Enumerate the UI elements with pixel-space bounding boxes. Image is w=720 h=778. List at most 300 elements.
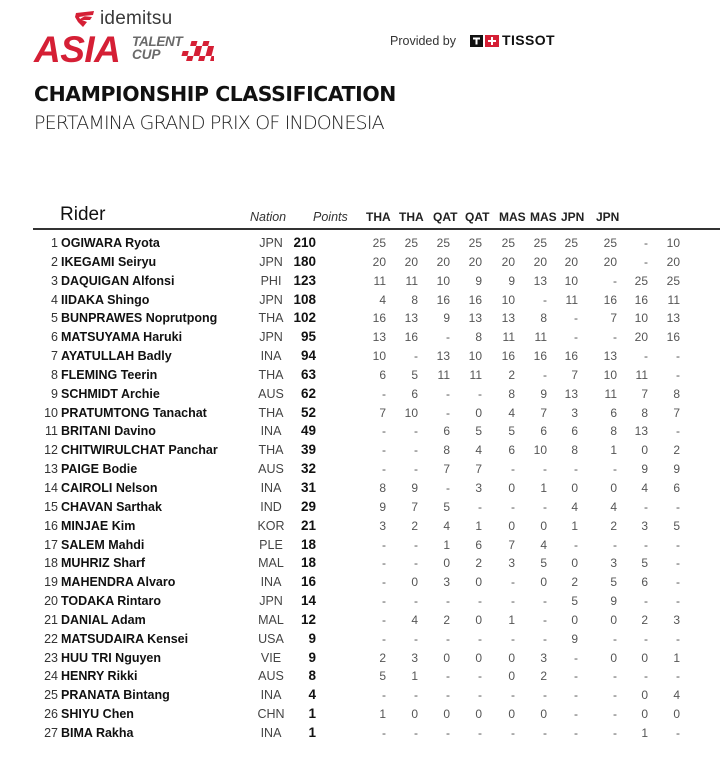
race-result: 0	[508, 707, 515, 722]
race-result: -	[478, 688, 482, 703]
race-result: 16	[666, 330, 680, 345]
idemitsu-wordmark: idemitsu	[100, 8, 173, 29]
race-result: 2	[673, 443, 680, 458]
rider-nation: INA	[260, 725, 282, 740]
race-result: 9	[443, 311, 450, 326]
race-result: -	[644, 236, 648, 250]
rider-points: 1	[308, 724, 316, 740]
rider-position: 10	[44, 405, 58, 420]
rider-name: DANIAL Adam	[61, 612, 146, 627]
rider-points: 4	[308, 687, 316, 703]
rider-nation: VIE	[260, 650, 282, 665]
race-result: -	[574, 688, 578, 703]
race-result: 4	[540, 537, 547, 552]
rider-name: CHAVAN Sarthak	[61, 499, 162, 514]
race-result: -	[543, 688, 547, 703]
race-result: -	[414, 424, 418, 439]
race-result: 3	[443, 575, 450, 590]
race-result: -	[414, 443, 418, 458]
header-race: JPN	[561, 210, 585, 224]
race-result: -	[543, 499, 547, 514]
race-result: 8	[475, 330, 482, 345]
race-result: 9	[411, 480, 418, 495]
rider-nation: JPN	[259, 254, 283, 269]
race-result: 0	[475, 405, 482, 420]
race-result: 20	[533, 254, 547, 269]
race-result: -	[414, 631, 418, 646]
race-result: 9	[508, 273, 515, 288]
race-result: -	[644, 669, 648, 684]
rider-position: 23	[44, 650, 58, 665]
race-result: 7	[411, 499, 418, 514]
table-row	[0, 272, 720, 291]
rider-name: FLEMING Teerin	[61, 367, 158, 382]
race-result: 1	[411, 669, 418, 684]
rider-position: 12	[44, 443, 58, 458]
page-subtitle: PERTAMINA GRAND PRIX OF INDONESIA	[34, 112, 384, 134]
rider-points: 29	[300, 498, 316, 514]
race-result: 7	[641, 386, 648, 401]
tissot-cross-icon	[470, 35, 499, 47]
table-row	[0, 291, 720, 310]
rider-name: MAHENDRA Alvaro	[61, 575, 176, 590]
asia-wordmark: ASIA	[34, 29, 121, 70]
rider-points: 102	[293, 310, 316, 326]
race-result: -	[511, 631, 515, 646]
rider-position: 9	[51, 386, 58, 401]
race-result: 5	[610, 575, 617, 590]
race-result: 5	[673, 518, 680, 533]
race-result: -	[446, 688, 450, 703]
race-result: -	[676, 349, 680, 364]
race-result: -	[676, 537, 680, 552]
race-result: -	[382, 575, 386, 590]
rider-name: PAIGE Bodie	[61, 462, 138, 477]
race-result: 2	[379, 650, 386, 665]
race-result: -	[644, 349, 648, 364]
race-result: 25	[634, 273, 648, 288]
race-result: 7	[443, 462, 450, 477]
rider-name: BRITANI Davino	[61, 424, 156, 439]
race-result: -	[574, 537, 578, 552]
race-result: -	[676, 556, 680, 571]
race-result: 11	[373, 273, 386, 288]
race-result: 2	[540, 669, 547, 684]
race-result: 9	[379, 499, 386, 514]
race-result: -	[676, 631, 680, 646]
race-result: -	[613, 462, 617, 477]
race-result: 5	[508, 424, 515, 439]
header-points: Points	[313, 210, 348, 224]
rider-nation: KOR	[257, 518, 285, 533]
race-result: 0	[641, 650, 648, 665]
race-result: -	[446, 386, 450, 401]
race-result: 10	[564, 273, 578, 288]
race-result: 25	[468, 236, 482, 250]
race-result: -	[446, 725, 450, 740]
race-result: 4	[571, 499, 578, 514]
table-row	[0, 460, 720, 479]
race-result: 11	[635, 367, 648, 382]
race-result: 0	[508, 669, 515, 684]
rider-position: 11	[45, 424, 58, 439]
race-result: 13	[533, 273, 547, 288]
race-result: -	[511, 594, 515, 609]
rider-nation: INA	[260, 349, 282, 364]
race-result: 11	[565, 292, 578, 307]
race-result: 5	[540, 556, 547, 571]
rider-position: 15	[44, 499, 58, 514]
race-result: 16	[436, 292, 450, 307]
rider-points: 210	[293, 235, 316, 250]
checkered-flag-icon	[174, 39, 214, 63]
race-result: -	[446, 480, 450, 495]
race-result: 20	[666, 254, 680, 269]
race-result: 1	[673, 650, 680, 665]
table-row	[0, 667, 720, 686]
rider-nation: AUS	[258, 669, 284, 684]
race-result: 20	[468, 254, 482, 269]
race-result: 13	[436, 349, 450, 364]
race-result: 0	[571, 480, 578, 495]
header-race: QAT	[433, 210, 458, 224]
race-result: 2	[508, 367, 515, 382]
race-result: 5	[475, 424, 482, 439]
race-result: 11	[667, 292, 680, 307]
table-row	[0, 479, 720, 498]
rider-nation: AUS	[258, 462, 284, 477]
race-result: 9	[641, 462, 648, 477]
tissot-wordmark: TISSOT	[502, 32, 555, 48]
race-result: 0	[411, 707, 418, 722]
race-result: -	[382, 612, 386, 627]
race-result: 0	[641, 688, 648, 703]
race-result: 7	[475, 462, 482, 477]
idemitsu-bird-icon	[74, 10, 96, 28]
race-result: -	[644, 631, 648, 646]
race-result: -	[382, 537, 386, 552]
race-result: -	[414, 462, 418, 477]
race-result: -	[613, 631, 617, 646]
race-result: 20	[564, 254, 578, 269]
race-result: -	[446, 669, 450, 684]
race-result: 0	[641, 443, 648, 458]
rider-name: DAQUIGAN Alfonsi	[61, 273, 175, 288]
page-title: CHAMPIONSHIP CLASSIFICATION	[34, 82, 396, 106]
race-result: 16	[564, 349, 578, 364]
rider-points: 16	[300, 574, 316, 590]
race-result: 13	[634, 424, 648, 439]
rider-position: 24	[44, 669, 58, 684]
race-result: -	[644, 254, 648, 269]
race-result: 20	[501, 254, 515, 269]
race-result: 3	[508, 556, 515, 571]
race-result: 20	[634, 330, 648, 345]
race-result: 0	[475, 575, 482, 590]
rider-name: IKEGAMI Seiryu	[61, 254, 157, 269]
rider-position: 18	[44, 556, 58, 571]
race-result: -	[676, 575, 680, 590]
race-result: 10	[436, 273, 450, 288]
rider-position: 21	[44, 612, 58, 627]
rider-name: BIMA Rakha	[61, 725, 134, 740]
race-result: -	[613, 537, 617, 552]
race-result: 0	[411, 575, 418, 590]
race-result: -	[414, 594, 418, 609]
rider-points: 94	[300, 348, 316, 364]
race-result: 0	[475, 650, 482, 665]
race-result: 20	[436, 254, 450, 269]
rider-name: SHIYU Chen	[61, 707, 134, 722]
race-result: -	[446, 594, 450, 609]
asia-talent-cup-logo	[34, 6, 224, 72]
rider-position: 6	[51, 330, 58, 345]
rider-nation: INA	[260, 424, 282, 439]
rider-points: 8	[308, 668, 316, 684]
table-row	[0, 592, 720, 611]
rider-nation: PHI	[260, 273, 282, 288]
race-result: -	[511, 575, 515, 590]
race-result: 20	[603, 254, 617, 269]
rider-points: 108	[293, 291, 316, 307]
race-result: -	[446, 330, 450, 345]
race-result: 4	[673, 688, 680, 703]
race-result: 4	[641, 480, 648, 495]
race-result: 10	[533, 443, 547, 458]
rider-position: 19	[44, 575, 58, 590]
race-result: 4	[508, 405, 515, 420]
race-result: 0	[443, 707, 450, 722]
race-result: 7	[379, 405, 386, 420]
race-result: 3	[673, 612, 680, 627]
race-result: -	[543, 462, 547, 477]
race-result: 25	[533, 236, 547, 250]
header-race: MAS	[499, 210, 526, 224]
race-result: 8	[610, 424, 617, 439]
race-result: -	[574, 707, 578, 722]
rider-points: 14	[300, 593, 316, 609]
race-result: 0	[641, 707, 648, 722]
rider-nation: THA	[258, 311, 284, 326]
rider-points: 9	[308, 649, 316, 665]
race-result: -	[382, 462, 386, 477]
rider-nation: JPN	[259, 292, 283, 307]
rider-nation: THA	[258, 367, 284, 382]
race-result: 0	[571, 556, 578, 571]
race-result: -	[478, 669, 482, 684]
rider-position: 17	[44, 537, 58, 552]
table-row	[0, 536, 720, 555]
race-result: -	[676, 367, 680, 382]
race-result: 3	[411, 650, 418, 665]
race-result: 0	[508, 518, 515, 533]
race-result: 13	[564, 386, 578, 401]
table-row	[0, 234, 720, 253]
rider-position: 25	[44, 688, 58, 703]
race-result: -	[382, 594, 386, 609]
race-result: 25	[603, 236, 617, 250]
table-row	[0, 686, 720, 705]
rider-points: 21	[300, 517, 316, 533]
race-result: -	[644, 537, 648, 552]
race-result: 11	[502, 330, 515, 345]
table-row	[0, 366, 720, 385]
race-result: -	[676, 669, 680, 684]
race-result: -	[613, 669, 617, 684]
race-result: 6	[540, 424, 547, 439]
race-result: 1	[379, 707, 386, 722]
rider-position: 4	[51, 292, 58, 307]
race-result: 25	[666, 273, 680, 288]
rider-name: TODAKA Rintaro	[61, 594, 161, 609]
race-result: -	[574, 669, 578, 684]
rider-points: 123	[293, 272, 316, 288]
race-result: 4	[443, 518, 450, 533]
race-result: 1	[571, 518, 578, 533]
race-result: -	[613, 688, 617, 703]
rider-position: 5	[51, 311, 58, 326]
race-result: 8	[673, 386, 680, 401]
table-row	[0, 404, 720, 423]
race-result: 0	[540, 518, 547, 533]
race-result: -	[574, 725, 578, 740]
rider-nation: IND	[260, 499, 282, 514]
rider-position: 7	[51, 349, 58, 364]
race-result: 8	[411, 292, 418, 307]
race-result: -	[574, 462, 578, 477]
rider-points: 63	[300, 366, 316, 382]
race-result: -	[644, 499, 648, 514]
race-result: 0	[475, 612, 482, 627]
race-result: -	[543, 594, 547, 609]
race-result: -	[478, 594, 482, 609]
race-result: 2	[571, 575, 578, 590]
race-result: 2	[411, 518, 418, 533]
race-result: 2	[610, 518, 617, 533]
race-result: -	[382, 631, 386, 646]
race-result: 0	[610, 480, 617, 495]
race-result: 3	[475, 480, 482, 495]
race-result: -	[613, 273, 617, 288]
race-result: 0	[508, 480, 515, 495]
race-result: 8	[540, 311, 547, 326]
race-result: 6	[508, 443, 515, 458]
race-result: -	[676, 725, 680, 740]
provided-by-label: Provided by	[390, 34, 457, 48]
rider-nation: MAL	[258, 612, 284, 627]
race-result: 0	[443, 556, 450, 571]
rider-position: 1	[51, 236, 58, 250]
race-result: -	[511, 725, 515, 740]
rider-nation: THA	[258, 405, 284, 420]
race-result: 6	[475, 537, 482, 552]
rider-position: 20	[44, 594, 58, 609]
race-result: 2	[641, 612, 648, 627]
race-result: 6	[443, 424, 450, 439]
rider-points: 32	[300, 461, 316, 477]
race-result: -	[644, 594, 648, 609]
header-race: MAS	[530, 210, 557, 224]
race-result: 1	[610, 443, 617, 458]
race-result: 2	[475, 556, 482, 571]
race-result: 10	[404, 405, 418, 420]
rider-nation: INA	[260, 480, 282, 495]
rider-name: BUNPRAWES Noprutpong	[61, 311, 218, 326]
race-result: -	[382, 424, 386, 439]
race-result: 4	[475, 443, 482, 458]
race-result: 20	[372, 254, 386, 269]
rider-position: 22	[44, 631, 58, 646]
race-result: 10	[468, 349, 482, 364]
race-result: 0	[540, 575, 547, 590]
race-result: -	[414, 537, 418, 552]
rider-points: 62	[300, 385, 316, 401]
race-result: 25	[436, 236, 450, 250]
rider-points: 49	[300, 423, 316, 439]
rider-points: 18	[300, 555, 316, 571]
rider-nation: JPN	[259, 330, 283, 345]
rider-nation: INA	[260, 688, 282, 703]
race-result: -	[574, 650, 578, 665]
race-result: 1	[443, 537, 450, 552]
race-result: 6	[571, 424, 578, 439]
header-race: THA	[399, 210, 424, 224]
rider-name: PRANATA Bintang	[61, 688, 170, 703]
rider-points: 31	[300, 479, 316, 495]
race-result: 9	[610, 594, 617, 609]
table-row	[0, 347, 720, 366]
race-result: 7	[508, 537, 515, 552]
rider-points: 39	[300, 442, 316, 458]
rider-position: 8	[51, 367, 58, 382]
race-result: 0	[475, 707, 482, 722]
race-result: 11	[469, 367, 482, 382]
race-result: 11	[534, 330, 547, 345]
race-result: -	[613, 330, 617, 345]
race-result: -	[446, 405, 450, 420]
race-result: 16	[468, 292, 482, 307]
race-result: 7	[673, 405, 680, 420]
race-result: -	[414, 725, 418, 740]
race-result: 25	[372, 236, 386, 250]
rider-name: CAIROLI Nelson	[61, 480, 158, 495]
race-result: 7	[540, 405, 547, 420]
table-row	[0, 649, 720, 668]
race-result: 7	[571, 367, 578, 382]
table-row	[0, 422, 720, 441]
race-result: -	[478, 386, 482, 401]
race-result: 9	[475, 273, 482, 288]
rider-name: HENRY Rikki	[61, 669, 138, 684]
rider-name: MATSUYAMA Haruki	[61, 330, 183, 345]
rider-position: 27	[44, 725, 58, 740]
race-result: 13	[603, 349, 617, 364]
table-row	[0, 517, 720, 536]
race-result: -	[382, 443, 386, 458]
race-result: 8	[571, 443, 578, 458]
race-result: 11	[405, 273, 418, 288]
table-row	[0, 630, 720, 649]
rider-position: 3	[51, 273, 58, 288]
race-result: 6	[411, 386, 418, 401]
race-result: 11	[437, 367, 450, 382]
race-result: -	[382, 556, 386, 571]
race-result: -	[543, 725, 547, 740]
race-result: 13	[372, 330, 386, 345]
rider-name: OGIWARA Ryota	[61, 236, 160, 250]
race-result: 1	[508, 612, 515, 627]
table-row	[0, 705, 720, 724]
